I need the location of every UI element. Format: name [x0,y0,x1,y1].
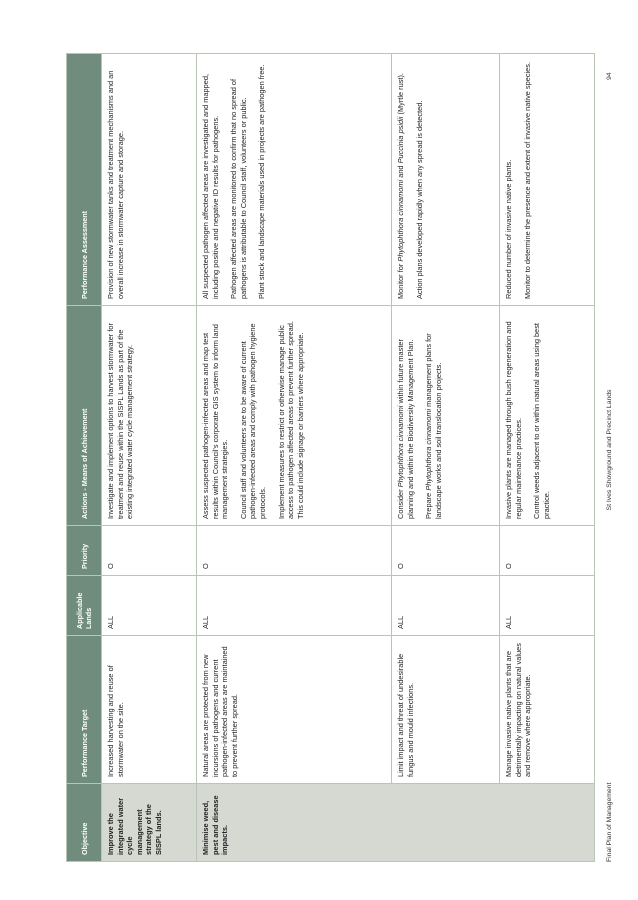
lands-cell: ALL [197,576,392,636]
management-plan-table [66,53,595,862]
actions-cell [197,306,392,526]
text-span: management plans for landscape works and soil translocation projects. [424,333,443,519]
action-item [396,312,415,519]
objective-cell: Improve the integrated water cycle management strategy of the SISPL lands. [102,784,197,862]
footer-site-name: St Ives Showground and Precinct Lands [606,389,613,511]
header-actions: Actions - Means of Achievement [67,306,102,526]
assessment-cell [102,54,197,306]
text-span: (Myrtle rust). [396,73,405,117]
action-item: Council staff and volunteers are to be aware of current pathogen-infected areas and comply with pathogen hygiene protocols. [238,323,267,519]
assessment-item: Plant stock and landscape materials used in projects are pathogen free. [257,64,267,299]
table-header-row [67,54,102,862]
lands-cell: ALL [500,576,595,636]
objective-cell: Minimise weed, pest and disease impacts. [197,784,595,862]
priority-cell: O [392,526,500,576]
target-cell: Manage invasive native plants that are detrimentally impacting on natural values and remove where appropriate. [500,636,595,784]
text-span: within future master planning and within the Biodiversity Management Plan. [396,339,415,519]
lands-cell: ALL [392,576,500,636]
header-performance-target: Performance Target [67,636,102,784]
species-name: Phytophthora cinnamomi [396,405,405,488]
actions-cell [392,306,500,526]
species-name: Phytophthora cinnamomi [424,408,434,491]
text-span: Monitor for [396,261,405,299]
action-item: Investigate and implement options to harvest stormwater for treatment and reuse within the SISPL Lands as part of the existing integrated water cycle management strategy. [106,323,135,519]
footer-document-title: Final Plan of Management [606,782,613,862]
species-name: Phytophthora cinnamomi [396,179,405,262]
header-performance-assessment: Performance Assessment [67,54,102,306]
target-cell: Natural areas are protected from new incursions of pathogens and current pathogen-infected areas are maintained to prevent further spread. [197,636,392,784]
text-span: and [396,163,405,180]
assessment-item: Action plans developed rapidly when any spread is detected. [414,100,424,299]
assessment-cell [500,54,595,306]
priority-cell: O [102,526,197,576]
action-item [424,312,443,519]
species-name: Puccinia psidii [396,116,405,164]
assessment-cell [392,54,500,306]
action-item: Assess suspected pathogen-infected areas and map test results within Council's corporate GIS system to inform land management strategies. [201,324,230,519]
priority-cell: O [500,526,595,576]
lands-cell: ALL [102,576,197,636]
assessment-cell [197,54,392,306]
header-objective: Objective [67,784,102,862]
text-span: Consider [396,487,405,519]
header-priority: Priority [67,526,102,576]
action-item: Implement measures to restrict or otherwise manage public access to pathogen affected areas to prevent further spread. This could include signage or barriers where appropriate. [276,321,305,519]
table-row [500,54,595,862]
assessment-item: Pathogen affected areas are monitored to confirm that no spread of pathogens is attributable to Council staff, volunteers or public. [229,78,248,299]
actions-cell [102,306,197,526]
action-item: Invasive plants are managed through bush regeneration and regular maintenance practices. [504,321,523,519]
priority-cell: O [197,526,392,576]
assessment-item: Provision of new stormwater tanks and treatment mechanisms and an overall increase in stormwater capture and storage. [106,70,125,299]
text-span: Prepare [424,490,434,519]
target-cell: Limit impact and threat of undesirable fungus and mould infections. [392,636,500,784]
table-row [102,54,197,862]
action-item: Control weeds adjacent to or within natural areas using best practice. [532,323,551,519]
header-applicable-lands: Applicable Lands [67,576,102,636]
page-number: 94 [606,72,613,80]
assessment-item [396,60,406,299]
assessment-item: Monitor to determine the presence and extent of invasive native species. [522,61,532,299]
target-cell: Increased harvesting and reuse of stormwater on the site. [102,636,197,784]
actions-cell [500,306,595,526]
table-row [197,54,392,862]
assessment-item: Reduced number of invasive native plants. [504,159,513,299]
assessment-item: All suspected pathogen affected areas are investigated and mapped, including positive and negative ID results for pathogens. [201,73,220,299]
table-row [392,54,500,862]
